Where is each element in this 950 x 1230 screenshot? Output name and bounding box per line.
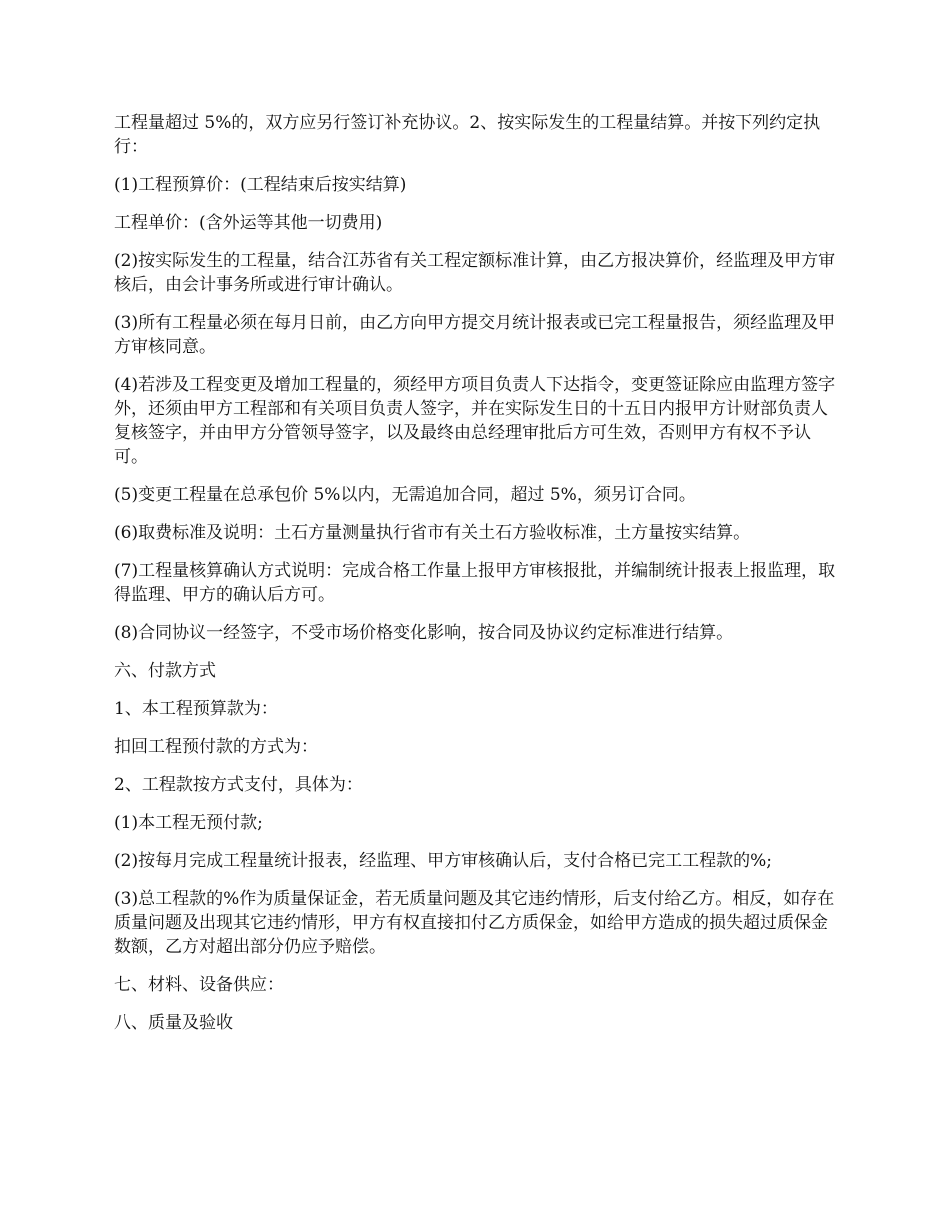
section-heading-materials: 七、材料、设备供应： [114, 975, 284, 995]
paragraph-monthly-payment: (2)按每月完成工程量统计报表，经监理、甲方审核确认后，支付合格已完工工程款的%; [114, 851, 772, 871]
paragraph-settlement-intro: 工程量超过 5%的，双方应另行签订补充协议。2、按实际发生的工程量结算。并按下列约定执行： [114, 113, 821, 157]
paragraph-price-fixed: (8)合同协议一经签字，不受市场价格变化影响，按合同及协议约定标准进行结算。 [114, 623, 734, 643]
paragraph-fee-standard: (6)取费标准及说明：土石方量测量执行省市有关土石方验收标准，土方量按实结算。 [114, 523, 751, 543]
paragraph-settlement-method: (2)按实际发生的工程量，结合江苏省有关工程定额标准计算，由乙方报决算价，经监理及甲方审核后，由会计事务所或进行审计确认。 [114, 251, 836, 295]
paragraph-monthly-report: (3)所有工程量必须在每月日前，由乙方向甲方提交月统计报表或已完工程量报告，须经监理及甲方审核同意。 [114, 313, 836, 357]
paragraph-budget-amount: 1、本工程预算款为： [114, 699, 278, 719]
paragraph-retention: (3)总工程款的%作为质量保证金，若无质量问题及其它违约情形，后支付给乙方。相反，如存在质量问题及出现其它违约情形，甲方有权直接扣付乙方质保金，如给甲方造成的损失超过质保金数额，乙方对超出部分仍应予赔偿。 [114, 889, 835, 957]
document-page [114, 111, 840, 1049]
paragraph-change-limit: (5)变更工程量在总承包价 5%以内，无需追加合同，超过 5%，须另订合同。 [114, 485, 696, 505]
section-heading-payment: 六、付款方式 [114, 661, 216, 681]
paragraph-no-advance: (1)本工程无预付款; [114, 813, 263, 833]
paragraph-quantity-confirmation: (7)工程量核算确认方式说明：完成合格工作量上报甲方审核报批，并编制统计报表上报监理，取得监理、甲方的确认后方可。 [114, 561, 836, 605]
section-heading-quality: 八、质量及验收 [114, 1013, 233, 1033]
paragraph-unit-price: 工程单价：(含外运等其他一切费用) [114, 213, 383, 233]
paragraph-change-approval: (4)若涉及工程变更及增加工程量的，须经甲方项目负责人下达指令，变更签证除应由监理方签字外，还须由甲方工程部和有关项目负责人签字，并在实际发生日的十五日内报甲方计财部负责人复核签字，并由甲方分管领导签字，以及最终由总经理审批后方可生效，否则甲方有权不予认可。 [114, 375, 836, 467]
paragraph-advance-recovery: 扣回工程预付款的方式为： [114, 737, 318, 757]
paragraph-budget-price: (1)工程预算价：(工程结束后按实结算) [114, 175, 407, 195]
paragraph-payment-method: 2、工程款按方式支付，具体为： [114, 775, 363, 795]
